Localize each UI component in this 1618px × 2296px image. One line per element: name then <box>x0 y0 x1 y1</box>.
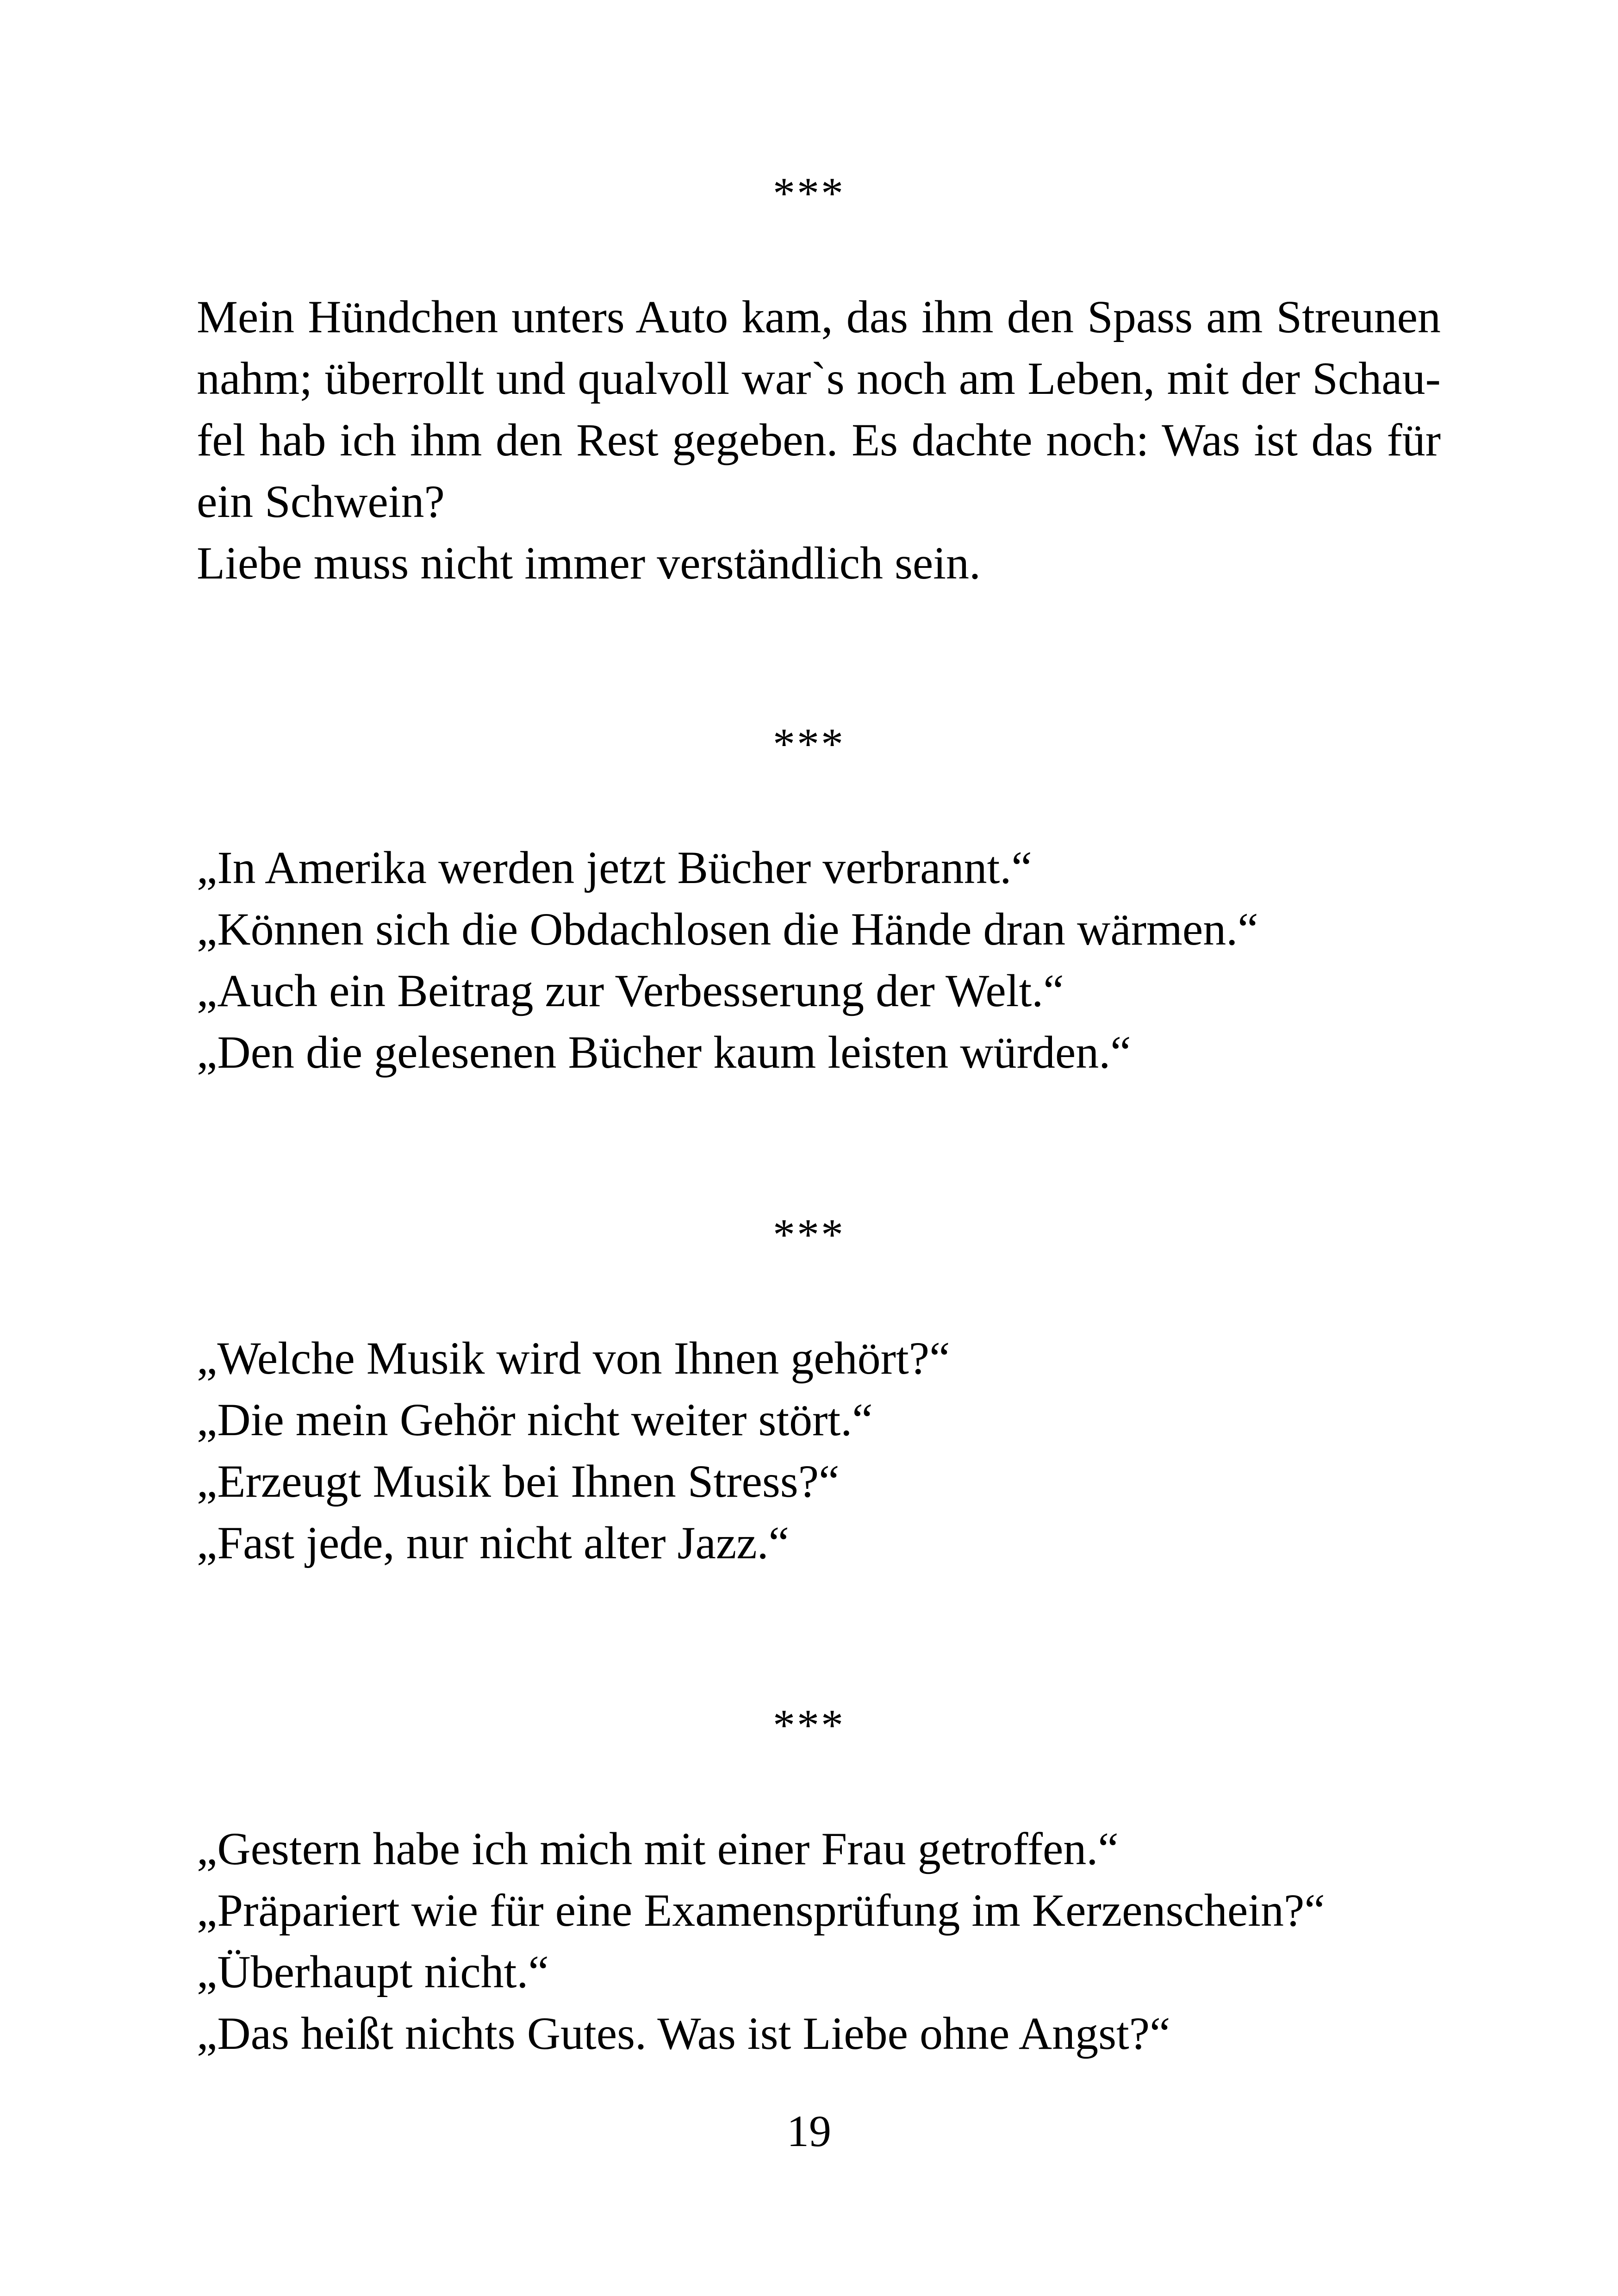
dialogue-line: „Fast jede, nur nicht alter Jazz.“ <box>197 1517 789 1568</box>
dialogue-line: „Gestern habe ich mich mit einer Frau getroffen.“ <box>197 1823 1119 1874</box>
dialogue-line: „Welche Musik wird von Ihnen gehört?“ <box>197 1332 950 1384</box>
dialogue-line: „Das heißt nichts Gutes. Was ist Liebe ohne Angst?“ <box>197 2008 1170 2059</box>
dialogue-line: „Den die gelesenen Bücher kaum leisten würden.“ <box>197 1027 1131 1078</box>
dialogue-line: „Erzeugt Musik bei Ihnen Stress?“ <box>197 1456 840 1507</box>
dialogue-line: „Präpariert wie für eine Examensprüfung im Kerzenschein?“ <box>197 1885 1325 1936</box>
text-line: Liebe muss nicht immer verständlich sein. <box>197 537 981 589</box>
dialogue-line: „Überhaupt nicht.“ <box>197 1946 549 1997</box>
section-separator: *** <box>773 719 845 769</box>
section-separator: *** <box>773 168 845 218</box>
prose-section-1 <box>197 286 1441 594</box>
text-line: nahm; überrollt und qualvoll war`s noch am Leben, mit der Schau- <box>197 353 1441 404</box>
text-line: fel hab ich ihm den Rest gegeben. Es dachte noch: Was ist das für <box>197 414 1441 466</box>
page-number: 19 <box>787 2106 831 2156</box>
dialogue-line: „Die mein Gehör nicht weiter stört.“ <box>197 1394 873 1445</box>
dialogue-line: „In Amerika werden jetzt Bücher verbrannt.“ <box>197 842 1032 893</box>
text-line: ein Schwein? <box>197 476 445 527</box>
text-line: Mein Hündchen unters Auto kam, das ihm den Spass am Streunen <box>197 291 1441 342</box>
dialogue-section-3 <box>197 1327 1441 1574</box>
section-separator: *** <box>773 1210 845 1259</box>
dialogue-section-2 <box>197 837 1441 1083</box>
dialogue-section-4 <box>197 1818 1441 2064</box>
dialogue-line: „Auch ein Beitrag zur Verbesserung der Welt.“ <box>197 965 1064 1016</box>
dialogue-line: „Können sich die Obdachlosen die Hände dran wärmen.“ <box>197 903 1258 955</box>
section-separator: *** <box>773 1700 845 1750</box>
